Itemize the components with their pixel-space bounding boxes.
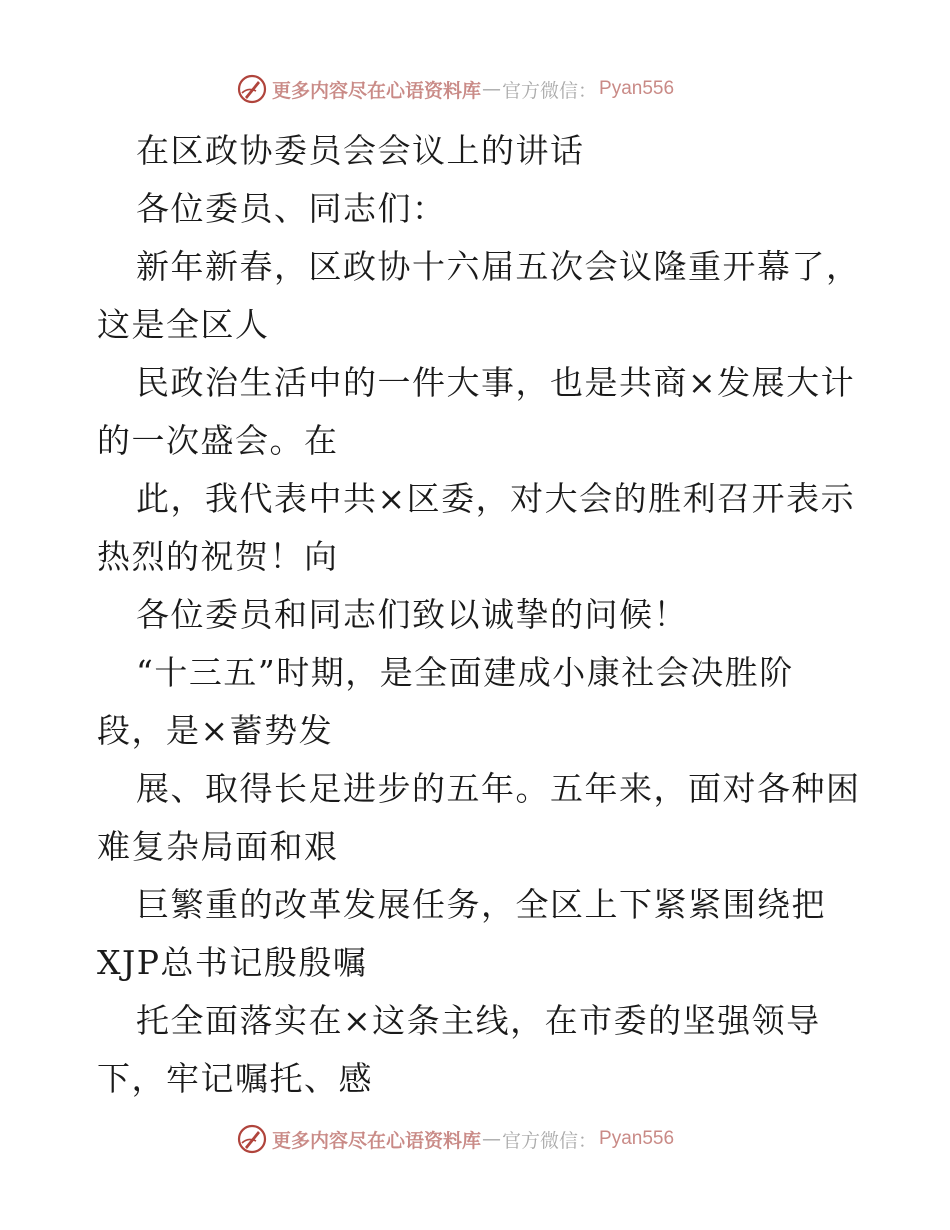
text-line: 热烈的祝贺！向	[97, 537, 339, 576]
watermark-main-text: 更多内容尽在心语资料库	[272, 1129, 482, 1152]
text-line: 民政治生活中的一件大事，也是共商×发展大计	[136, 363, 856, 402]
watermark-separator: —	[482, 1128, 502, 1150]
text-line: 难复杂局面和艰	[97, 827, 339, 866]
quill-pen-logo-icon	[236, 1123, 268, 1155]
text-line: 巨繁重的改革发展任务，全区上下紧紧围绕把	[136, 885, 826, 924]
text-line: 此，我代表中共×区委，对大会的胜利召开表示	[136, 479, 856, 518]
text-line: 展、取得长足进步的五年。五年来，面对各种困	[136, 769, 861, 808]
text-line: 下，牢记嘱托、感	[97, 1059, 373, 1098]
watermark-wechat-id: Pyan556	[599, 78, 675, 99]
document-title: 在区政协委员会会议上的讲话	[136, 131, 585, 170]
text-line: XJP总书记殷殷嘱	[97, 943, 368, 982]
salutation: 各位委员、同志们：	[136, 189, 447, 228]
text-line: 这是全区人	[97, 305, 270, 344]
text-line: 段，是×蓄势发	[97, 711, 334, 750]
watermark-sub-text: 官方微信：	[502, 79, 598, 102]
text-line: 各位委员和同志们致以诚挚的问候！	[136, 595, 688, 634]
watermark-main-text: 更多内容尽在心语资料库	[272, 79, 482, 102]
watermark-wechat-id: Pyan556	[599, 1128, 675, 1149]
quill-pen-logo-icon	[236, 73, 268, 105]
document-body	[97, 122, 861, 1108]
watermark-separator: —	[482, 78, 502, 100]
footer-watermark	[236, 1122, 674, 1156]
text-line: 的一次盛会。在	[97, 421, 339, 460]
text-line: 新年新春，区政协十六届五次会议隆重开幕了，	[136, 247, 861, 286]
header-watermark	[236, 72, 674, 106]
text-line: “十三五”时期，是全面建成小康社会决胜阶	[136, 653, 794, 692]
text-line: 托全面落实在×这条主线，在市委的坚强领导	[136, 1001, 821, 1040]
watermark-sub-text: 官方微信：	[502, 1129, 598, 1152]
